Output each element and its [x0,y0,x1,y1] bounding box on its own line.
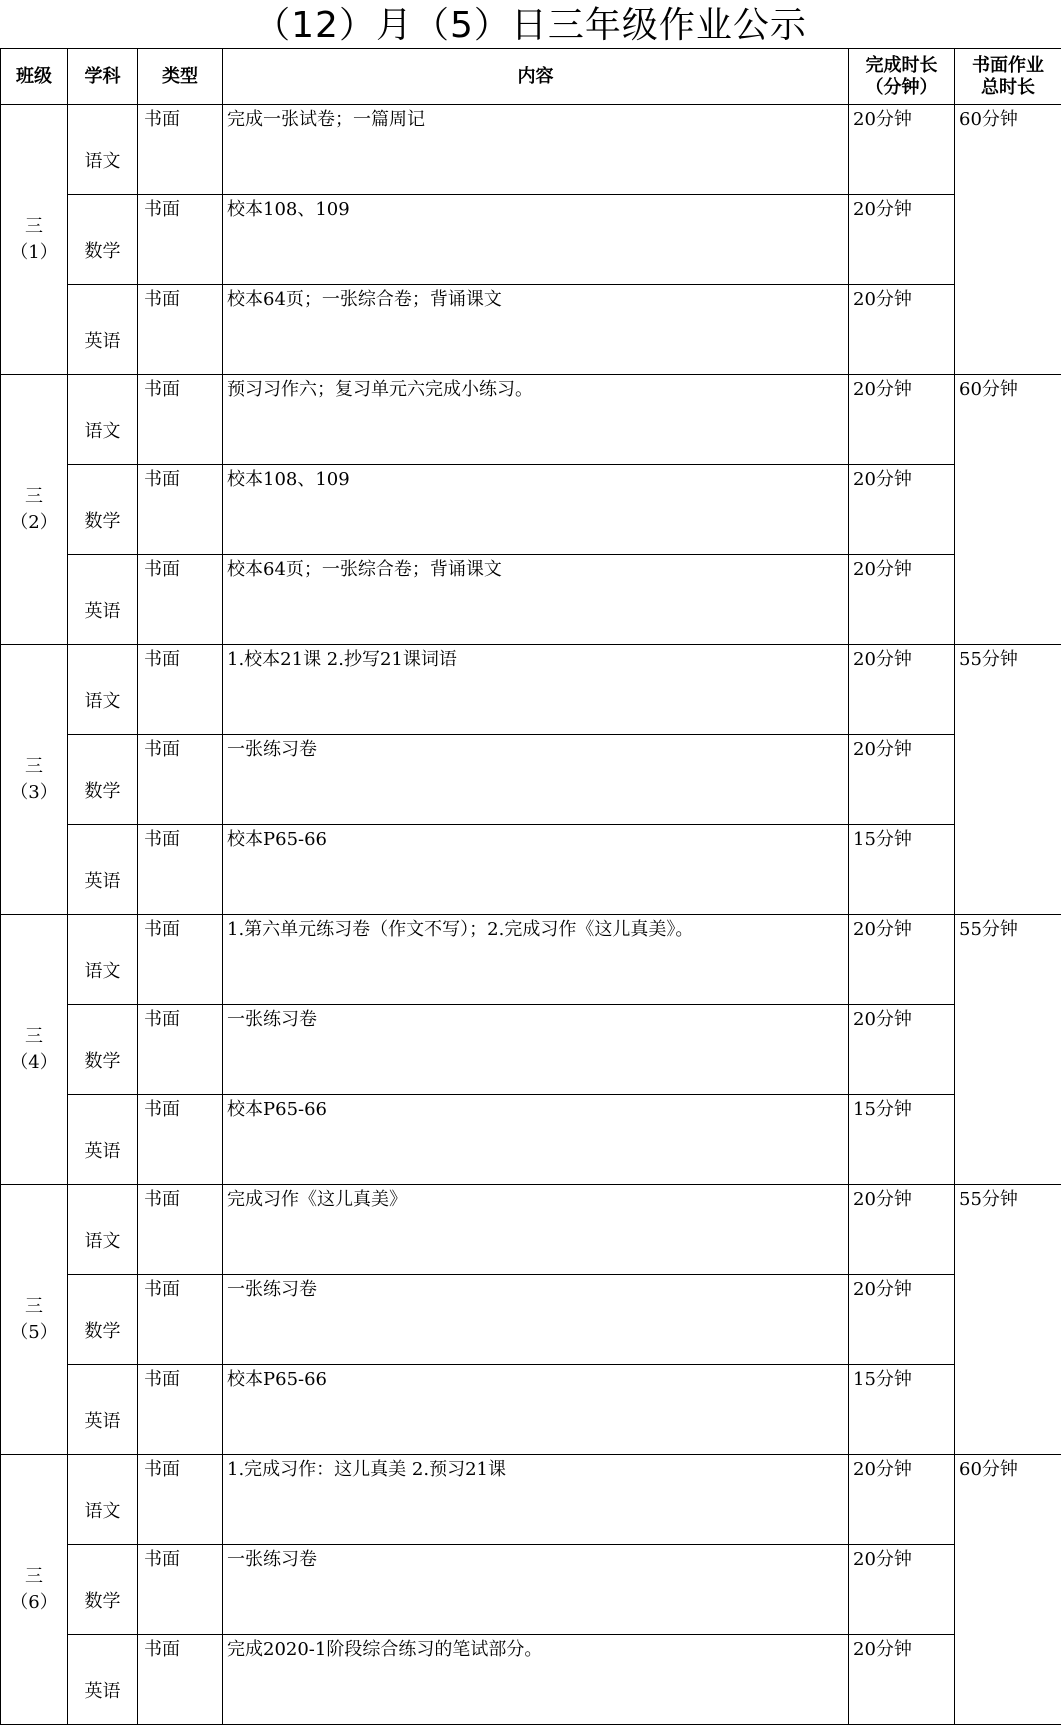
type-cell: 书面 [138,1455,223,1545]
header-class: 班级 [1,49,68,105]
total-time-cell: 55分钟 [955,645,1061,915]
class-name-cell [1,1185,68,1455]
type-cell: 书面 [138,1545,223,1635]
subject-cell: 语文 [68,375,138,465]
header-row [1,49,1061,105]
class-name-cell [1,645,68,915]
subject-cell: 语文 [68,915,138,1005]
subject-cell: 英语 [68,825,138,915]
header-time [849,49,955,105]
class-name-cell [1,1455,68,1725]
page-title: （12）月（5）日三年级作业公示 [0,0,1061,48]
header-total-line2: 总时长 [981,77,1035,98]
time-cell: 20分钟 [849,1455,955,1545]
type-cell: 书面 [138,1365,223,1455]
table-row [1,1095,1061,1185]
table-row [1,735,1061,825]
content-cell: 预习习作六；复习单元六完成小练习。 [223,375,849,465]
homework-table [0,48,1061,1725]
subject-cell: 语文 [68,1455,138,1545]
type-cell: 书面 [138,555,223,645]
content-cell: 完成一张试卷；一篇周记 [223,105,849,195]
time-cell: 20分钟 [849,1185,955,1275]
type-cell: 书面 [138,1095,223,1185]
type-cell: 书面 [138,105,223,195]
time-cell: 15分钟 [849,1365,955,1455]
header-total [955,49,1061,105]
table-row [1,645,1061,735]
table-row [1,1275,1061,1365]
content-cell: 校本108、109 [223,465,849,555]
table-row [1,465,1061,555]
subject-cell: 数学 [68,465,138,555]
class-name-grade: 三 [25,486,43,507]
class-name-grade: 三 [25,216,43,237]
content-cell: 校本P65-66 [223,1095,849,1185]
content-cell: 完成习作《这儿真美》 [223,1185,849,1275]
total-time-cell: 55分钟 [955,915,1061,1185]
table-row [1,1005,1061,1095]
content-cell: 1.校本21课 2.抄写21课词语 [223,645,849,735]
type-cell: 书面 [138,285,223,375]
content-cell: 校本108、109 [223,195,849,285]
subject-cell: 英语 [68,285,138,375]
type-cell: 书面 [138,645,223,735]
subject-cell: 数学 [68,1545,138,1635]
subject-cell: 英语 [68,1365,138,1455]
time-cell: 20分钟 [849,465,955,555]
table-row [1,105,1061,195]
content-cell: 1.第六单元练习卷（作文不写）；2.完成习作《这儿真美》。 [223,915,849,1005]
header-content: 内容 [223,49,849,105]
type-cell: 书面 [138,915,223,1005]
class-name-cell [1,915,68,1185]
class-name-grade: 三 [25,1566,43,1587]
class-name-cell [1,105,68,375]
class-name-grade: 三 [25,1026,43,1047]
time-cell: 20分钟 [849,915,955,1005]
time-cell: 20分钟 [849,105,955,195]
total-time-cell: 60分钟 [955,1455,1061,1725]
header-time-line2: （分钟） [866,77,938,98]
type-cell: 书面 [138,1275,223,1365]
header-subject: 学科 [68,49,138,105]
content-cell: 校本P65-66 [223,825,849,915]
content-cell: 完成2020-1阶段综合练习的笔试部分。 [223,1635,849,1725]
table-row [1,375,1061,465]
time-cell: 15分钟 [849,1095,955,1185]
table-row [1,555,1061,645]
content-cell: 一张练习卷 [223,1275,849,1365]
type-cell: 书面 [138,375,223,465]
type-cell: 书面 [138,465,223,555]
subject-cell: 英语 [68,1635,138,1725]
class-name-number: （2） [10,512,57,533]
type-cell: 书面 [138,1185,223,1275]
content-cell: 一张练习卷 [223,1545,849,1635]
table-row [1,1365,1061,1455]
header-total-line1: 书面作业 [972,55,1044,76]
subject-cell: 英语 [68,555,138,645]
subject-cell: 英语 [68,1095,138,1185]
table-row [1,285,1061,375]
table-row [1,1185,1061,1275]
time-cell: 20分钟 [849,555,955,645]
class-name-number: （4） [10,1052,57,1073]
table-row [1,915,1061,1005]
subject-cell: 数学 [68,1005,138,1095]
type-cell: 书面 [138,195,223,285]
header-type: 类型 [138,49,223,105]
time-cell: 20分钟 [849,375,955,465]
time-cell: 20分钟 [849,195,955,285]
time-cell: 20分钟 [849,645,955,735]
class-name-grade: 三 [25,1296,43,1317]
total-time-cell: 60分钟 [955,375,1061,645]
subject-cell: 语文 [68,645,138,735]
table-row [1,195,1061,285]
subject-cell: 数学 [68,735,138,825]
time-cell: 20分钟 [849,285,955,375]
type-cell: 书面 [138,1005,223,1095]
subject-cell: 数学 [68,1275,138,1365]
header-time-line1: 完成时长 [866,55,938,76]
total-time-cell: 55分钟 [955,1185,1061,1455]
table-body [1,105,1061,1725]
subject-cell: 语文 [68,105,138,195]
time-cell: 20分钟 [849,1005,955,1095]
class-name-cell [1,375,68,645]
class-name-number: （1） [10,242,57,263]
table-row [1,1455,1061,1545]
type-cell: 书面 [138,1635,223,1725]
class-name-number: （6） [10,1592,57,1613]
time-cell: 15分钟 [849,825,955,915]
total-time-cell: 60分钟 [955,105,1061,375]
content-cell: 校本64页；一张综合卷；背诵课文 [223,285,849,375]
table-row [1,1545,1061,1635]
subject-cell: 语文 [68,1185,138,1275]
table-row [1,825,1061,915]
type-cell: 书面 [138,735,223,825]
content-cell: 一张练习卷 [223,1005,849,1095]
class-name-number: （3） [10,782,57,803]
subject-cell: 数学 [68,195,138,285]
time-cell: 20分钟 [849,735,955,825]
time-cell: 20分钟 [849,1635,955,1725]
class-name-grade: 三 [25,756,43,777]
table-row [1,1635,1061,1725]
time-cell: 20分钟 [849,1275,955,1365]
type-cell: 书面 [138,825,223,915]
time-cell: 20分钟 [849,1545,955,1635]
class-name-number: （5） [10,1322,57,1343]
content-cell: 1.完成习作：这儿真美 2.预习21课 [223,1455,849,1545]
content-cell: 校本P65-66 [223,1365,849,1455]
content-cell: 校本64页；一张综合卷；背诵课文 [223,555,849,645]
content-cell: 一张练习卷 [223,735,849,825]
